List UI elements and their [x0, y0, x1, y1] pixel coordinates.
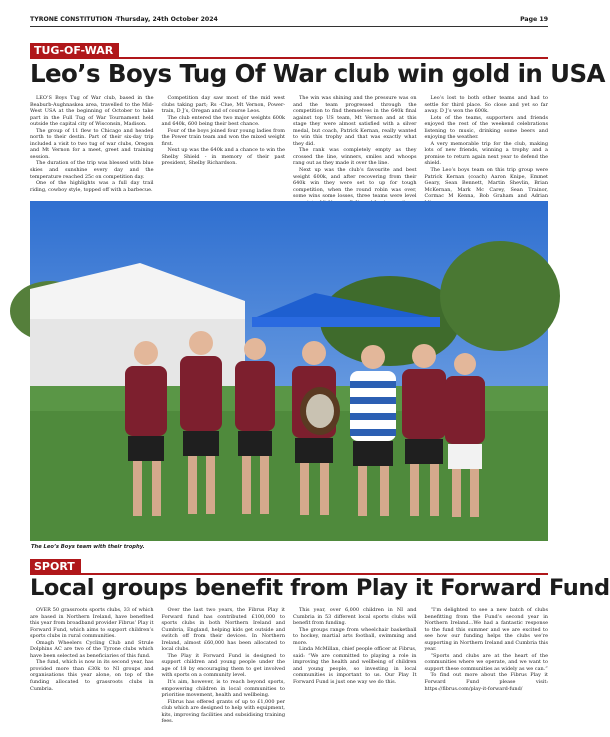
paragraph: Next up was the club’s favourite and best weight 600k, and after recovering from their 640k win they were set to up for tough competition, when the round robin was over, some wins some losses, three teams were level: [293, 167, 417, 200]
page-header: [30, 14, 548, 27]
team-photo: [30, 201, 548, 541]
section-label-sport: SPORT: [30, 559, 81, 574]
paragraph: The groups range from wheelchair basketball to hockey, martial arts football, swimming and more.: [293, 626, 417, 646]
article-column: [293, 95, 417, 200]
article-column: [425, 607, 549, 733]
paragraph: The club entered the two major weights 600k and 640k, 600 being their best chance.: [161, 114, 285, 128]
article-column: [162, 607, 286, 733]
article-column: [162, 95, 286, 188]
publication-date: TYRONE CONSTITUTION -Thursday, 24th October 2024: [30, 16, 218, 23]
paragraph: Over the last two years, the Fibrus Play it Forward fund has contributed £100,000 to sports clubs in both Northern Ireland and Cumbria, England, helping kids get outside and switch off from their devices. In Northern Ireland, almost £60,000 has been allocated to local clubs.: [161, 607, 285, 653]
article-column: [293, 607, 417, 733]
paragraph: To find out more about the Fibrus Play it Forward Fund please visit: https://fibrus.com/play-it-forward-fund/: [424, 672, 548, 692]
paragraph: The group of 11 flew to Chicago and headed north to their destin. Part of their six-day trip included a visit to two tug of war clubs, Oregon and Mt Vernon for a meet, greet and training session.: [30, 127, 154, 160]
paragraph: LEO’S Boys Tug of War club, based in the Beaburb-Aughnaskea area, travelled to the Mid-West USA at the beginning of October to take part in the Full Tug of War Tournament held outside the capital city of Wisconsin, Madison.: [30, 95, 154, 128]
paragraph: This year, over 6,000 children in NI and Cumbria in 53 different local sports clubs will benefit from funding.: [293, 607, 417, 627]
paragraph: Competition day saw most of the mid west clubs taking part; Rs -Clue, Mt Vernon, Power-train, D J’s, Oregan and of course Leos.: [161, 95, 285, 115]
paragraph: “Sports and clubs are at the heart of the communities where we operate, and we want to support these communities as widely as we can.”: [424, 652, 548, 672]
photo-caption: The Leo’s Boys team with their trophy.: [31, 544, 145, 550]
paragraph: Linda McMillan, chief people officer at Fibrus, said: “We are committed to playing a role in improving the health and wellbeing of children and young people, so investing in local communities is important to us. Our Play It Forward Fund is just one way we do this.: [293, 646, 417, 686]
paragraph: Fibrus has offered grants of up to £1,000 per club which are designed to help with equipment, kits, improving facilities and subsidising training fees.: [161, 698, 285, 725]
paragraph: OVER 50 grassroots sports clubs, 33 of which are based in Northern Ireland, have benefited this year from broadband provider Fibrus’ Play it Forward Fund, which aims to support children’s sports clubs in rural communities.: [30, 607, 154, 640]
paragraph: Leo’s lost to both other teams and had to settle for third place. So close and yet so far away. D J’s won the 600k.: [424, 95, 548, 115]
paragraph: The Play it Forward Fund is designed to support children and young people under the age of 18 by encouraging them to get involved with sports on a community level.: [161, 652, 285, 679]
article-column: [424, 95, 549, 200]
article-headline: Leo’s Boys Tug Of War club win gold in USA: [30, 59, 605, 88]
paragraph: Lots of the teams, supporters and friends enjoyed the rest of the weekend celebrations listening to music, drinking some beers and enjoying the weather.: [424, 114, 548, 141]
article-body: [30, 607, 548, 733]
paragraph: It’s aim, however, is to reach beyond sports, empowering children in local communities to prioritise movement, health and wellbeing.: [161, 679, 285, 699]
article-body: [30, 95, 548, 200]
article-column: [30, 607, 154, 733]
paragraph: The win was shining and the pressure was on and the team progressed through the competition to find themselves in the 640k final against top US team, Mt Vernon and at this stage they were almost satisfied with a silver medal, but coach, Patrick Kernan, really wanted to win this trophy and that was exactly what they did.: [293, 95, 417, 147]
article-headline: Local groups benefit from Play it Forward Fund: [30, 575, 610, 601]
paragraph: The rank was completely empty as they crossed the line, winners, smiles and whoops rang out as they made it over the line.: [293, 147, 417, 167]
page-number: Page 19: [520, 16, 548, 23]
section-label-tug-of-war: TUG-OF-WAR: [30, 43, 119, 58]
paragraph: Four of the boys joined four young ladies from the Power train team and won the mixed weight first.: [161, 127, 285, 147]
paragraph: A very memorable trip for the club, making lots of new friends, winning a trophy and a promise to return again next year to defend the shield.: [424, 140, 548, 167]
paragraph: The fund, which is now in its second year, has provided more than £30k to NI groups and organisations this year alone, on top of the funding allocated to grassroots clubs in Cumbria.: [30, 659, 154, 692]
paragraph: The Leo’s boys team on this trip group were Patrick Kernan (coach) Aaron Knipe, Emmet Geary, Sean Bennett, Martin Shevlin, Brian McKernan, Mark Mc Carey, Sean Trainor, Cormac M Kenna, Bob Graham and Adrian: [424, 167, 548, 200]
paragraph: Next up was the 640k and a chance to win the Shelby Shield - in memory of their past president, Shelby Richardson.: [161, 147, 285, 167]
article-column: [30, 95, 154, 193]
paragraph: One of the highlights was a full day trail riding, cowboy style, topped off with a barbecue.: [30, 180, 154, 193]
paragraph: The duration of the trip was blessed with blue skies and sunshine every day and the temperature reached 25c on competition day.: [30, 160, 154, 180]
paragraph: “I’m delighted to see a new batch of clubs benefitting from the Fund’s second year in Northern Ireland…We had a fantastic response to the fund this summer and we are excited to see how our funding helps the clubs we’re supporting in Northern Ireland and Cumbria this year.: [424, 607, 548, 653]
paragraph: Omagh Wheelers Cycling Club and Strule Dolphins AC are two of the Tyrone clubs which have been selected as beneficiaries of this fund.: [30, 639, 154, 659]
